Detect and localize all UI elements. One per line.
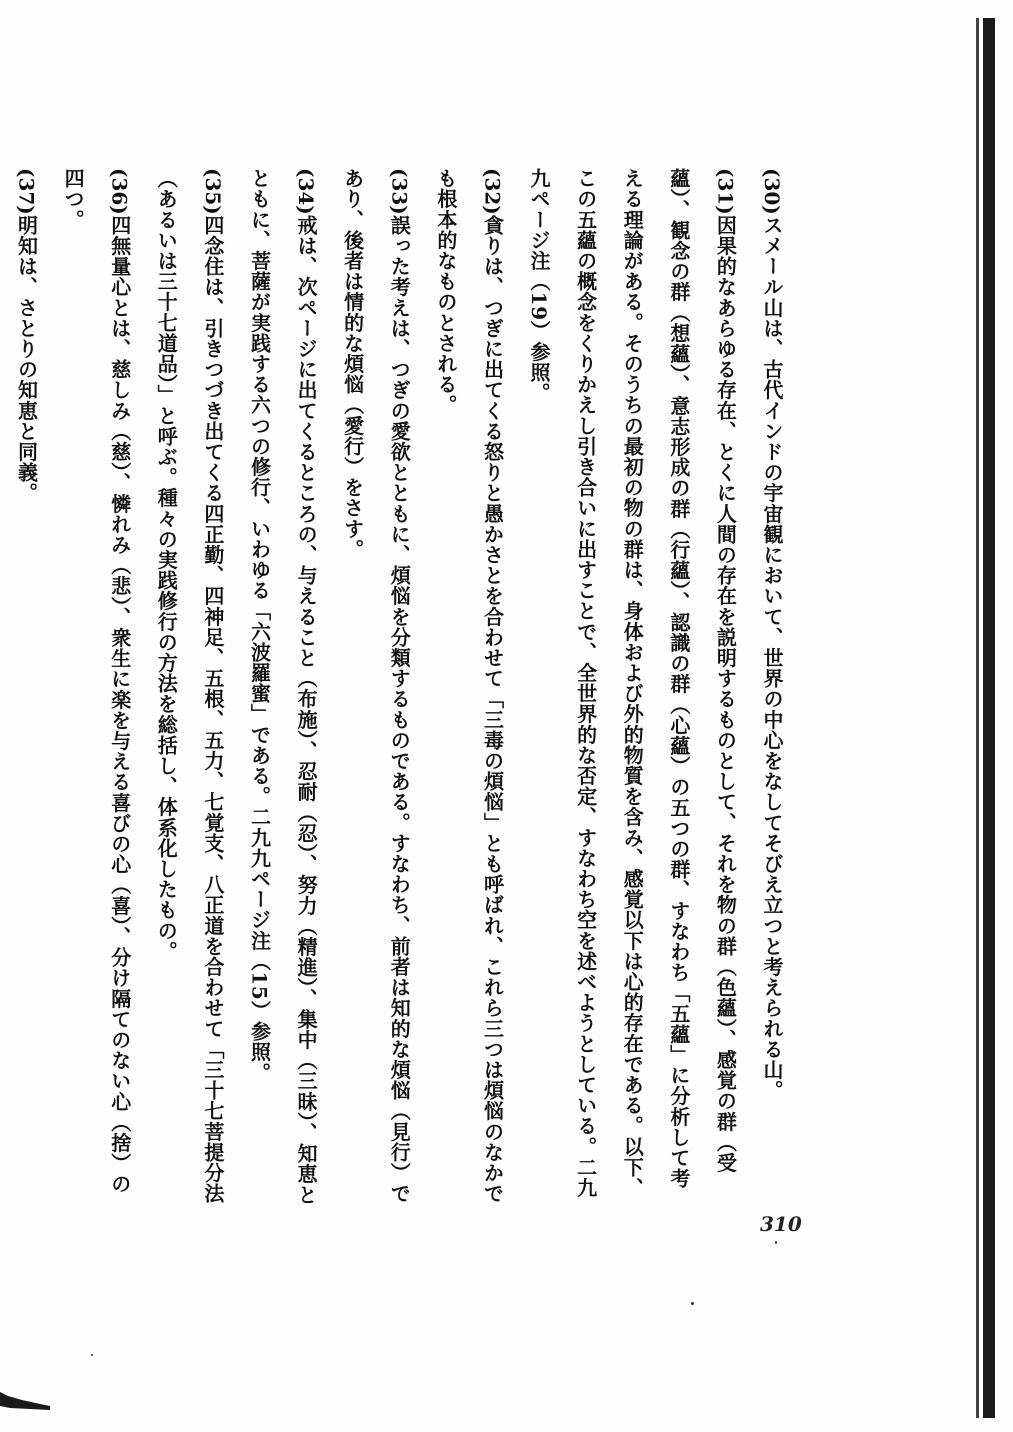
endnotes-column [14,168,795,1208]
note-31 [515,168,748,1208]
note-text: 戒は、次ページに出てくるところの、与えること（布施）、忍耐（忍）、努力（精進）、集中（三昧）、知恵とともに、菩薩が実践する六つの修行、いわゆる「六波羅蜜」である。二九九ページ注（15）参照。 [247,168,319,1205]
note-number: (34) [294,168,319,215]
note-text: 四無量心とは、慈しみ（慈）、憐れみ（悲）、衆生に楽を与える喜びの心（喜）、分け隔てのない心（捨）の四つ。 [61,168,132,1195]
note-33 [329,168,422,1208]
note-32 [422,168,515,1208]
note-number: (33) [387,168,412,215]
note-text: 四念住は、引きつづき出てくる四正勤、四神足、五根、五力、七覚支、八正道を合わせて「三十七菩提分法（あるいは三十七道品）」と呼ぶ。種々の実践修行の方法を総括し、体系化したもの。 [154,168,225,1204]
scan-speck [775,1241,777,1244]
note-text: 誤った考えは、つぎの愛欲とともに、煩悩を分類するものである。すなわち、前者は知的な煩悩（見行）であり、後者は情的な煩悩（愛行）をさす。 [340,168,412,1204]
note-text: 貪りは、つぎに出てくる怒りと愚かさとを合わせて「三毒の煩悩」とも呼ばれ、これら三つは煩悩のなかでも根本的なものとされる。 [433,168,505,1204]
note-text: スメール山は、古代インドの宇宙観において、世界の中心をなしてそびえ立つと考えられる山。 [760,214,784,1101]
note-36 [50,168,143,1208]
page-edge-shadow-thin [976,18,979,1418]
note-text: 明知は、さとりの知恵と同義。 [14,214,39,504]
note-number: (32) [480,168,505,215]
scan-speck [91,1354,93,1356]
note-number: (37) [14,168,39,215]
page-number: 310 [760,1212,802,1236]
note-35 [143,168,236,1208]
note-number: (31) [713,168,738,215]
scan-smudge [0,1388,50,1412]
page-edge-shadow [983,18,995,1418]
note-text: 因果的なあらゆる存在、とくに人間の存在を説明するものとして、それを物の群（色蘊）、感覚の群（受蘊）、観念の群（想蘊）、意志形成の群（行蘊）、認識の群（心蘊）の五つの群、すなわち「五蘊」に分析して考える理論がある。そのうちの最初の物の群は、身体および外的物質を含み、感覚以下は心的存在である。以下、この五蘊の概念をくりかえし引き合いに出すことで、全世界的な否定、すなわち空を述べようとしている。二九九ページ注（19）参照。 [527,168,738,1198]
note-34 [236,168,329,1208]
note-38 [0,168,3,1208]
note-30 [748,168,795,1208]
note-37 [3,168,50,1208]
note-number: (35) [200,168,225,215]
scan-speck [691,1302,694,1305]
note-number: (30) [760,168,784,215]
note-number: (36) [107,168,132,215]
